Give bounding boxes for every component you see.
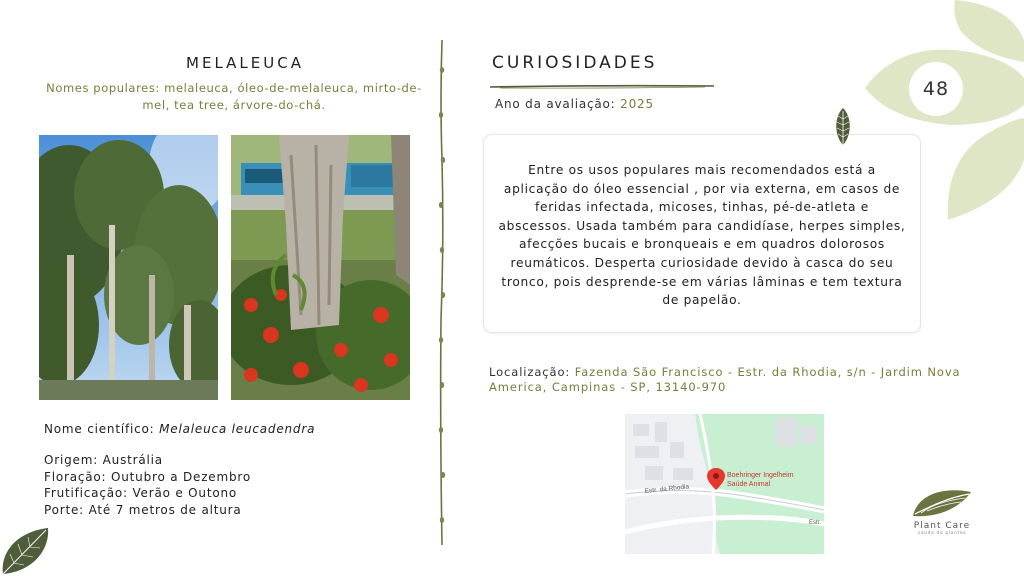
fact-origin: Origem: Austrália	[44, 453, 163, 467]
scientific-name-value: Melaleuca leucadendra	[159, 422, 316, 436]
map-road-label: Estr. da Rhodia	[644, 483, 690, 495]
leaf-icon	[832, 107, 854, 149]
evaluation-year-value: 2025	[620, 97, 654, 111]
map-place-line1: Boehringer Ingelheim	[727, 472, 794, 479]
photo-melaleuca-trees	[39, 135, 218, 400]
curiosities-text: Entre os usos populares mais recomendados está a aplicação do óleo essencial , por via externa, em casos de feridas infectada, micoses, tinhas, pé-de-atleta e abscessos. Usada também para candidíase, herpes simples, afecções bucais e bronqueais e em quadros dolorosos reumáticos. Desperta curiosidade devido à casca do seu tronco, pois desprende-se em várias lâminas e tem textura de papelão.	[498, 163, 906, 308]
leaf-icon-bottom	[0, 524, 52, 576]
location	[489, 365, 979, 395]
title-underline	[490, 75, 714, 81]
curiosities-box	[483, 134, 921, 333]
map-road-label-short: Estr.	[809, 520, 822, 526]
map-place-line2: Saúde Animal	[727, 481, 771, 488]
page-number-badge: 48	[909, 62, 963, 116]
scientific-name	[44, 422, 315, 436]
fact-size: Porte: Até 7 metros de altura	[44, 502, 242, 517]
fact-flowering: Floração: Outubro a Dezembro	[44, 469, 252, 484]
curiosities-title: CURIOSIDADES	[492, 53, 658, 73]
plant-facts	[44, 452, 251, 518]
logo-leaf-icon	[911, 486, 973, 518]
location-value: Fazenda São Francisco - Estr. da Rhodia, s/n - Jardim Nova America, Campinas - SP, 13140-970	[489, 365, 961, 394]
evaluation-year	[495, 97, 654, 111]
logo-name: Plant Care	[913, 521, 971, 531]
logo-tagline: saúde de plantas	[917, 531, 967, 536]
plant-title: MELALEUCA	[186, 54, 304, 72]
scientific-name-label: Nome científico:	[44, 422, 160, 436]
location-map[interactable]	[625, 414, 824, 554]
fact-fruiting: Frutificação: Verão e Outono	[44, 486, 238, 501]
vine-divider	[438, 40, 446, 545]
photo-melaleuca-trunk	[231, 135, 410, 400]
plant-care-logo	[903, 486, 981, 542]
popular-names: Nomes populares: melaleuca, óleo-de-melaleuca, mirto-de-mel, tea tree, árvore-do-chá.	[46, 81, 422, 112]
evaluation-year-label: Ano da avaliação:	[495, 97, 621, 111]
location-label: Localização:	[489, 365, 575, 379]
